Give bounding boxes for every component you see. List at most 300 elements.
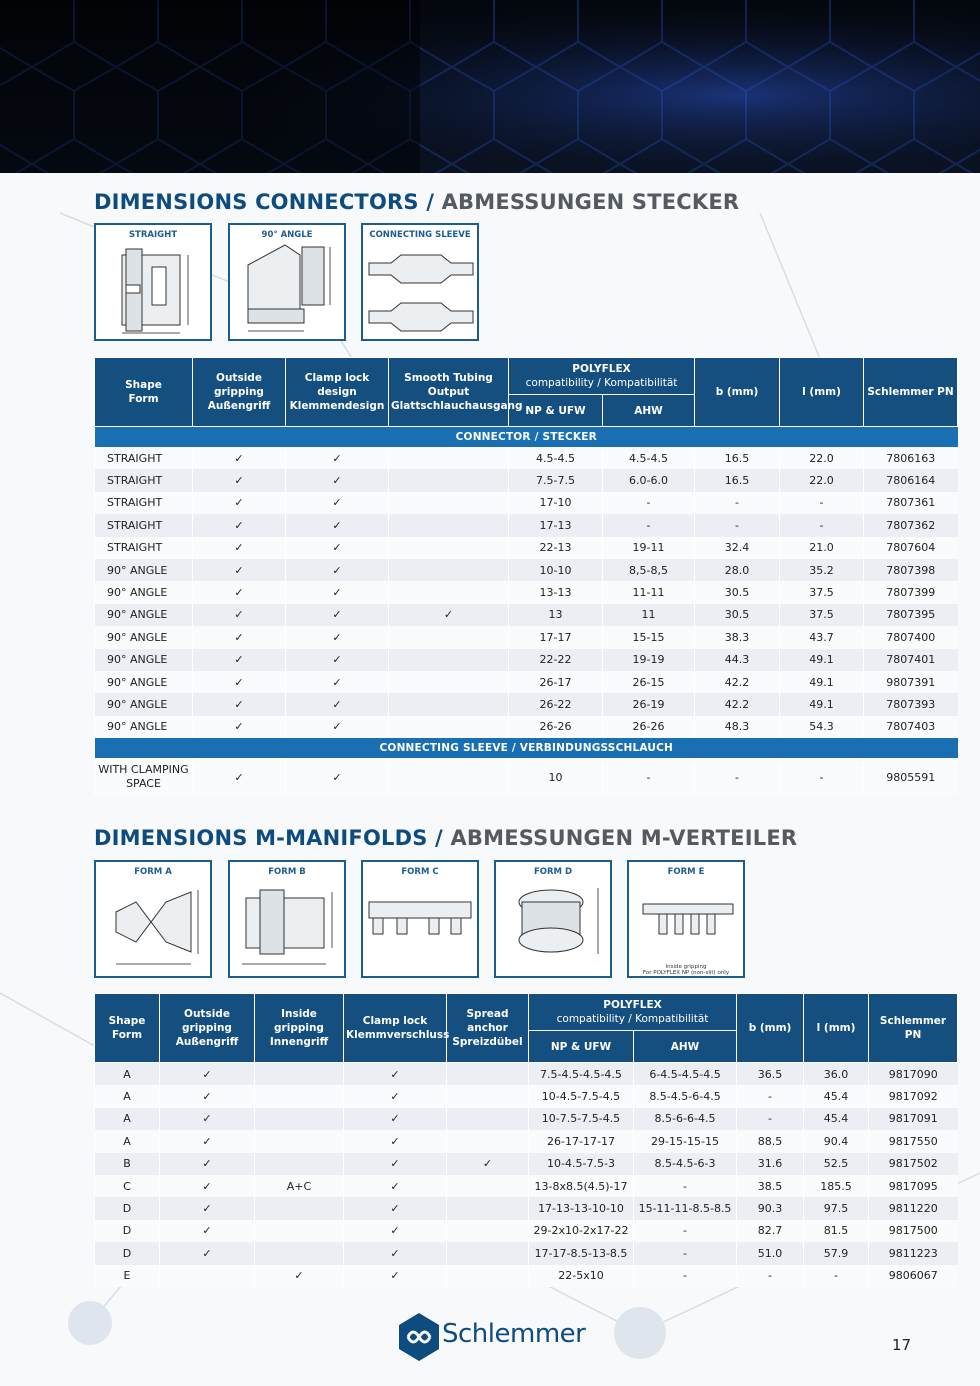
- table-cell: STRAIGHT: [95, 514, 193, 536]
- table-cell: ✓: [160, 1153, 255, 1175]
- table-cell: 9817095: [869, 1175, 958, 1197]
- table-cell: 17-17-8.5-13-8.5: [529, 1242, 634, 1264]
- cell-line: WITH CLAMPING: [98, 763, 189, 777]
- table-cell: 16.5: [695, 447, 780, 469]
- table-cell: 38.5: [737, 1175, 804, 1197]
- table-cell: 9817500: [869, 1220, 958, 1242]
- table-cell: 26-17: [509, 671, 603, 693]
- thumb-form-e: [627, 860, 745, 978]
- table-cell: 81.5: [804, 1220, 869, 1242]
- hdr-en: Inside gripping: [274, 1008, 324, 1034]
- table-cell: [255, 1085, 344, 1107]
- table-cell: ✓: [193, 671, 286, 693]
- table-cell: 19-11: [603, 537, 695, 559]
- band-sleeve: CONNECTING SLEEVE / VERBINDUNGSSCHLAUCH: [95, 738, 958, 758]
- table-cell: ✓: [286, 649, 389, 671]
- table-row: [95, 716, 958, 738]
- table-cell: -: [695, 758, 780, 796]
- thumb-label: FORM D: [533, 867, 573, 877]
- title-en: DIMENSIONS CONNECTORS /: [94, 190, 435, 214]
- title-en: DIMENSIONS M-MANIFOLDS /: [94, 826, 443, 850]
- table-cell: 7807400: [864, 626, 958, 648]
- cell-line: SPACE: [126, 777, 161, 791]
- table-row: [95, 626, 958, 648]
- table-cell: -: [737, 1265, 804, 1287]
- table-cell: 19-19: [603, 649, 695, 671]
- table-cell: 97.5: [804, 1197, 869, 1219]
- table-row: [95, 738, 958, 758]
- table-cell: 36.0: [804, 1063, 869, 1086]
- table-cell: 35.2: [780, 559, 864, 581]
- table-cell: ✓: [193, 626, 286, 648]
- col-pn: Schlemmer PN: [869, 994, 958, 1063]
- table-cell: ✓: [286, 693, 389, 715]
- table-cell: ✓: [344, 1242, 447, 1264]
- table-row: [95, 1085, 958, 1107]
- section-title-connectors: [94, 190, 739, 214]
- table-cell: 49.1: [780, 693, 864, 715]
- table-cell: 45.4: [804, 1108, 869, 1130]
- table-cell: D: [95, 1197, 160, 1219]
- hdr-de: Klemmverschluss: [346, 1029, 450, 1041]
- table-cell: 49.1: [780, 671, 864, 693]
- table-cell: 28.0: [695, 559, 780, 581]
- table-cell: 90° ANGLE: [95, 559, 193, 581]
- table-cell: -: [603, 492, 695, 514]
- col-polyflex: [509, 358, 695, 395]
- table-cell: 7807361: [864, 492, 958, 514]
- table-cell: [447, 1108, 529, 1130]
- table-cell: ✓: [344, 1153, 447, 1175]
- table-row: [95, 758, 958, 796]
- table-cell: 88.5: [737, 1130, 804, 1152]
- table-cell: ✓: [286, 604, 389, 626]
- table-cell: ✓: [160, 1242, 255, 1264]
- table-cell: D: [95, 1242, 160, 1264]
- table-cell: ✓: [193, 581, 286, 603]
- table-cell: -: [804, 1265, 869, 1287]
- table-cell: 26-26: [603, 716, 695, 738]
- hdr-en: Outside gripping: [214, 372, 264, 398]
- table-cell: STRAIGHT: [95, 492, 193, 514]
- hdr-en: Shape: [108, 1015, 146, 1027]
- table-cell: [447, 1220, 529, 1242]
- table-cell: ✓: [286, 626, 389, 648]
- table-cell: -: [695, 492, 780, 514]
- col-clamp-lock: [286, 358, 389, 427]
- table-row: [95, 693, 958, 715]
- hdr-en: Shape: [125, 379, 162, 391]
- table-cell: 17-13-13-10-10: [529, 1197, 634, 1219]
- table-cell: 4.5-4.5: [603, 447, 695, 469]
- table-cell: 51.0: [737, 1242, 804, 1264]
- table-cell: 26-15: [603, 671, 695, 693]
- straight-connector-drawing: [96, 225, 210, 339]
- table-row: [95, 649, 958, 671]
- hdr-en: Clamp lock: [362, 1015, 428, 1027]
- note-line: For POLYFLEX NP (non-slit) only: [642, 970, 730, 976]
- table-cell: -: [695, 514, 780, 536]
- schlemmer-logo: [396, 1311, 596, 1363]
- table-cell: 17-13: [509, 514, 603, 536]
- col-l: l (mm): [804, 994, 869, 1063]
- hdr-de: Spreizdübel: [452, 1036, 523, 1048]
- table-cell: 42.2: [695, 693, 780, 715]
- table-cell: 57.9: [804, 1242, 869, 1264]
- thumb-label: FORM C: [401, 867, 439, 877]
- table-row: [95, 581, 958, 603]
- table-cell: ✓: [193, 514, 286, 536]
- table-cell: ✓: [286, 514, 389, 536]
- table-cell: 7807403: [864, 716, 958, 738]
- table-cell: 22.0: [780, 447, 864, 469]
- thumb-form-c: [361, 860, 479, 978]
- table-cell: 37.5: [780, 581, 864, 603]
- table-cell: STRAIGHT: [95, 469, 193, 491]
- table-cell: [255, 1063, 344, 1086]
- table-row: [95, 447, 958, 469]
- table-cell: 17-17: [509, 626, 603, 648]
- table-cell: ✓: [344, 1063, 447, 1086]
- table-cell: 54.3: [780, 716, 864, 738]
- table-cell: 9817550: [869, 1130, 958, 1152]
- table-cell: 90° ANGLE: [95, 671, 193, 693]
- table-cell: STRAIGHT: [95, 537, 193, 559]
- table-cell: 9817090: [869, 1063, 958, 1086]
- table-cell: ✓: [193, 447, 286, 469]
- table-cell: ✓: [389, 604, 509, 626]
- section-title-manifolds: [94, 826, 797, 850]
- table-cell: [255, 1242, 344, 1264]
- hdr-de: Form: [128, 393, 159, 405]
- table-cell: 11-11: [603, 581, 695, 603]
- table-row: [95, 604, 958, 626]
- table-cell: 10: [509, 758, 603, 796]
- manifolds-table: [94, 993, 958, 1287]
- table-cell: [389, 693, 509, 715]
- table-cell: 36.5: [737, 1063, 804, 1086]
- table-row: [95, 1063, 958, 1086]
- thumb-form-d: [494, 860, 612, 978]
- table-cell: ✓: [193, 649, 286, 671]
- table-cell: 7807362: [864, 514, 958, 536]
- form-a-drawing: [96, 862, 210, 976]
- table-cell: [447, 1085, 529, 1107]
- table-cell: -: [634, 1265, 737, 1287]
- table-cell: 7.5-4.5-4.5-4.5: [529, 1063, 634, 1086]
- table-cell: A: [95, 1063, 160, 1086]
- table-cell: E: [95, 1265, 160, 1287]
- table-row: [95, 559, 958, 581]
- table-cell: -: [634, 1242, 737, 1264]
- hdr-de: Innengriff: [269, 1036, 329, 1048]
- table-cell: ✓: [344, 1175, 447, 1197]
- thumb-connecting-sleeve: [361, 223, 479, 341]
- table-cell: [255, 1108, 344, 1130]
- table-cell: ✓: [286, 537, 389, 559]
- table-cell: 9805591: [864, 758, 958, 796]
- table-cell: 9817091: [869, 1108, 958, 1130]
- table-cell: ✓: [447, 1153, 529, 1175]
- table-cell: ✓: [160, 1063, 255, 1086]
- table-cell: [389, 716, 509, 738]
- table-cell: 22-22: [509, 649, 603, 671]
- table-cell: [447, 1063, 529, 1086]
- table-cell: [389, 559, 509, 581]
- table-cell: ✓: [286, 758, 389, 796]
- table-cell: ✓: [344, 1197, 447, 1219]
- logo-hexagon-icon: [396, 1311, 442, 1363]
- table-cell: [447, 1130, 529, 1152]
- table-cell: 185.5: [804, 1175, 869, 1197]
- table-cell: ✓: [160, 1220, 255, 1242]
- table-cell: ✓: [193, 537, 286, 559]
- table-cell: [255, 1130, 344, 1152]
- form-c-drawing: [363, 862, 477, 976]
- table-cell: [95, 758, 193, 796]
- table-row: [95, 1242, 958, 1264]
- col-np-ufw: NP & UFW: [509, 395, 603, 427]
- table-cell: 90° ANGLE: [95, 604, 193, 626]
- table-cell: -: [780, 514, 864, 536]
- table-cell: 37.5: [780, 604, 864, 626]
- table-cell: ✓: [286, 447, 389, 469]
- table-cell: [389, 671, 509, 693]
- table-cell: 90° ANGLE: [95, 693, 193, 715]
- hdr-de: Außengriff: [207, 400, 271, 412]
- table-cell: 30.5: [695, 581, 780, 603]
- hdr-en: POLYFLEX: [572, 363, 631, 375]
- table-cell: 31.6: [737, 1153, 804, 1175]
- col-inside-gripping: [255, 994, 344, 1063]
- hdr-en: Spread anchor: [466, 1008, 509, 1034]
- table-cell: 6-4.5-4.5-4.5: [634, 1063, 737, 1086]
- table-cell: ✓: [193, 693, 286, 715]
- table-row: [95, 671, 958, 693]
- table-cell: 26-19: [603, 693, 695, 715]
- table-cell: [389, 469, 509, 491]
- table-cell: ✓: [193, 758, 286, 796]
- title-de: ABMESSUNGEN STECKER: [434, 190, 740, 214]
- table-cell: 10-10: [509, 559, 603, 581]
- col-shape: [95, 358, 193, 427]
- table-cell: 7806164: [864, 469, 958, 491]
- thumb-label: CONNECTING SLEEVE: [369, 230, 471, 240]
- thumb-label: 90° ANGLE: [261, 230, 313, 240]
- table-cell: 7807604: [864, 537, 958, 559]
- table-cell: 90.4: [804, 1130, 869, 1152]
- table-cell: 7807399: [864, 581, 958, 603]
- table-cell: 26-26: [509, 716, 603, 738]
- table-row: [95, 1153, 958, 1175]
- table-cell: ✓: [160, 1197, 255, 1219]
- table-cell: 22-13: [509, 537, 603, 559]
- table-cell: 7807395: [864, 604, 958, 626]
- table-cell: 26-22: [509, 693, 603, 715]
- col-shape: [95, 994, 160, 1063]
- table-cell: ✓: [286, 492, 389, 514]
- table-cell: [389, 581, 509, 603]
- table-cell: [389, 492, 509, 514]
- thumb-label: FORM A: [134, 867, 172, 877]
- table-cell: 26-17-17-17: [529, 1130, 634, 1152]
- table-cell: -: [603, 514, 695, 536]
- form-b-drawing: [230, 862, 344, 976]
- col-clamp-lock: [344, 994, 450, 1063]
- table-cell: ✓: [286, 716, 389, 738]
- table-cell: 15-11-11-8.5-8.5: [634, 1197, 737, 1219]
- table-cell: 21.0: [780, 537, 864, 559]
- thumb-form-a: [94, 860, 212, 978]
- col-ahw: AHW: [603, 395, 695, 427]
- table-cell: 30.5: [695, 604, 780, 626]
- title-de: ABMESSUNGEN M-VERTEILER: [442, 826, 798, 850]
- logo-text: Schlemmer: [442, 1319, 586, 1349]
- table-cell: ✓: [286, 581, 389, 603]
- table-cell: ✓: [344, 1220, 447, 1242]
- table-cell: 17-10: [509, 492, 603, 514]
- table-cell: STRAIGHT: [95, 447, 193, 469]
- table-cell: ✓: [160, 1130, 255, 1152]
- table-cell: [160, 1265, 255, 1287]
- table-cell: 4.5-4.5: [509, 447, 603, 469]
- form-d-drawing: [496, 862, 610, 976]
- col-b: b (mm): [695, 358, 780, 427]
- table-cell: 8.5-6-6-4.5: [634, 1108, 737, 1130]
- hdr-en: Outside gripping: [182, 1008, 232, 1034]
- band-connector: CONNECTOR / STECKER: [95, 427, 958, 448]
- table-cell: 45.4: [804, 1085, 869, 1107]
- table-cell: -: [780, 758, 864, 796]
- thumb-label: FORM E: [667, 867, 705, 877]
- table-cell: ✓: [286, 671, 389, 693]
- table-cell: 13-8x8.5(4.5)-17: [529, 1175, 634, 1197]
- table-cell: A: [95, 1130, 160, 1152]
- table-cell: 10-4.5-7.5-3: [529, 1153, 634, 1175]
- col-ahw: AHW: [634, 1031, 737, 1063]
- table-cell: 90° ANGLE: [95, 581, 193, 603]
- thumb-label: STRAIGHT: [128, 230, 178, 240]
- hdr-en: Smooth Tubing Output: [404, 372, 493, 398]
- table-cell: 9817092: [869, 1085, 958, 1107]
- table-row: [95, 1220, 958, 1242]
- col-outside-gripping: [160, 994, 255, 1063]
- table-cell: 90° ANGLE: [95, 649, 193, 671]
- page-number: 17: [892, 1336, 912, 1354]
- table-cell: 32.4: [695, 537, 780, 559]
- table-cell: 7807398: [864, 559, 958, 581]
- hdr-de: Außengriff: [175, 1036, 239, 1048]
- hdr-en: Clamp lock design: [304, 372, 370, 398]
- col-l: l (mm): [780, 358, 864, 427]
- table-cell: D: [95, 1220, 160, 1242]
- col-spread-anchor: [447, 994, 529, 1063]
- table-cell: 9817502: [869, 1153, 958, 1175]
- table-cell: [389, 626, 509, 648]
- table-cell: 29-2x10-2x17-22: [529, 1220, 634, 1242]
- table-cell: 9807391: [864, 671, 958, 693]
- table-cell: -: [634, 1220, 737, 1242]
- table-row: [95, 537, 958, 559]
- table-cell: ✓: [160, 1085, 255, 1107]
- table-cell: 6.0-6.0: [603, 469, 695, 491]
- table-cell: ✓: [193, 716, 286, 738]
- table-cell: 8.5-4.5-6-3: [634, 1153, 737, 1175]
- table-cell: [447, 1242, 529, 1264]
- table-cell: 7.5-7.5: [509, 469, 603, 491]
- table-cell: ✓: [286, 469, 389, 491]
- table-cell: 90° ANGLE: [95, 626, 193, 648]
- table-row: [95, 427, 958, 448]
- table-cell: 10-4.5-7.5-4.5: [529, 1085, 634, 1107]
- table-row: [95, 514, 958, 536]
- table-cell: 90.3: [737, 1197, 804, 1219]
- table-row: [95, 1265, 958, 1287]
- table-cell: 16.5: [695, 469, 780, 491]
- col-b: b (mm): [737, 994, 804, 1063]
- table-cell: ✓: [160, 1175, 255, 1197]
- table-cell: ✓: [286, 559, 389, 581]
- table-cell: A+C: [255, 1175, 344, 1197]
- table-cell: 49.1: [780, 649, 864, 671]
- table-cell: -: [737, 1108, 804, 1130]
- table-cell: 52.5: [804, 1153, 869, 1175]
- note-line: Inside gripping: [665, 964, 707, 970]
- table-cell: B: [95, 1153, 160, 1175]
- table-cell: 29-15-15-15: [634, 1130, 737, 1152]
- thumb-label: FORM B: [268, 867, 306, 877]
- table-cell: 9811223: [869, 1242, 958, 1264]
- table-cell: 22.0: [780, 469, 864, 491]
- table-cell: -: [603, 758, 695, 796]
- hdr-de: compatibility / Kompatibilität: [556, 1013, 709, 1025]
- table-cell: 9811220: [869, 1197, 958, 1219]
- table-row: [95, 1197, 958, 1219]
- col-smooth-tubing: [389, 358, 523, 427]
- form-e-note: [629, 964, 743, 976]
- table-cell: ✓: [344, 1265, 447, 1287]
- table-cell: 82.7: [737, 1220, 804, 1242]
- table-cell: [447, 1197, 529, 1219]
- table-cell: [389, 514, 509, 536]
- table-cell: 13: [509, 604, 603, 626]
- table-cell: [389, 447, 509, 469]
- table-cell: [447, 1175, 529, 1197]
- hdr-de: Glattschlauchausgang: [391, 400, 523, 412]
- hexagon-pattern: [0, 0, 980, 173]
- table-cell: 43.7: [780, 626, 864, 648]
- table-cell: [389, 537, 509, 559]
- table-cell: ✓: [193, 559, 286, 581]
- table-cell: ✓: [255, 1265, 344, 1287]
- table-cell: 44.3: [695, 649, 780, 671]
- thumb-90-angle: [228, 223, 346, 341]
- table-cell: ✓: [193, 469, 286, 491]
- table-cell: 10-7.5-7.5-4.5: [529, 1108, 634, 1130]
- table-cell: A: [95, 1108, 160, 1130]
- col-polyflex: [529, 994, 737, 1031]
- col-np-ufw: NP & UFW: [529, 1031, 634, 1063]
- col-outside-gripping: [193, 358, 286, 427]
- col-pn: Schlemmer PN: [864, 358, 958, 427]
- table-cell: ✓: [344, 1085, 447, 1107]
- table-cell: 42.2: [695, 671, 780, 693]
- table-cell: ✓: [344, 1130, 447, 1152]
- hdr-en: POLYFLEX: [603, 999, 662, 1011]
- table-row: [95, 469, 958, 491]
- table-cell: 90° ANGLE: [95, 716, 193, 738]
- table-cell: [255, 1153, 344, 1175]
